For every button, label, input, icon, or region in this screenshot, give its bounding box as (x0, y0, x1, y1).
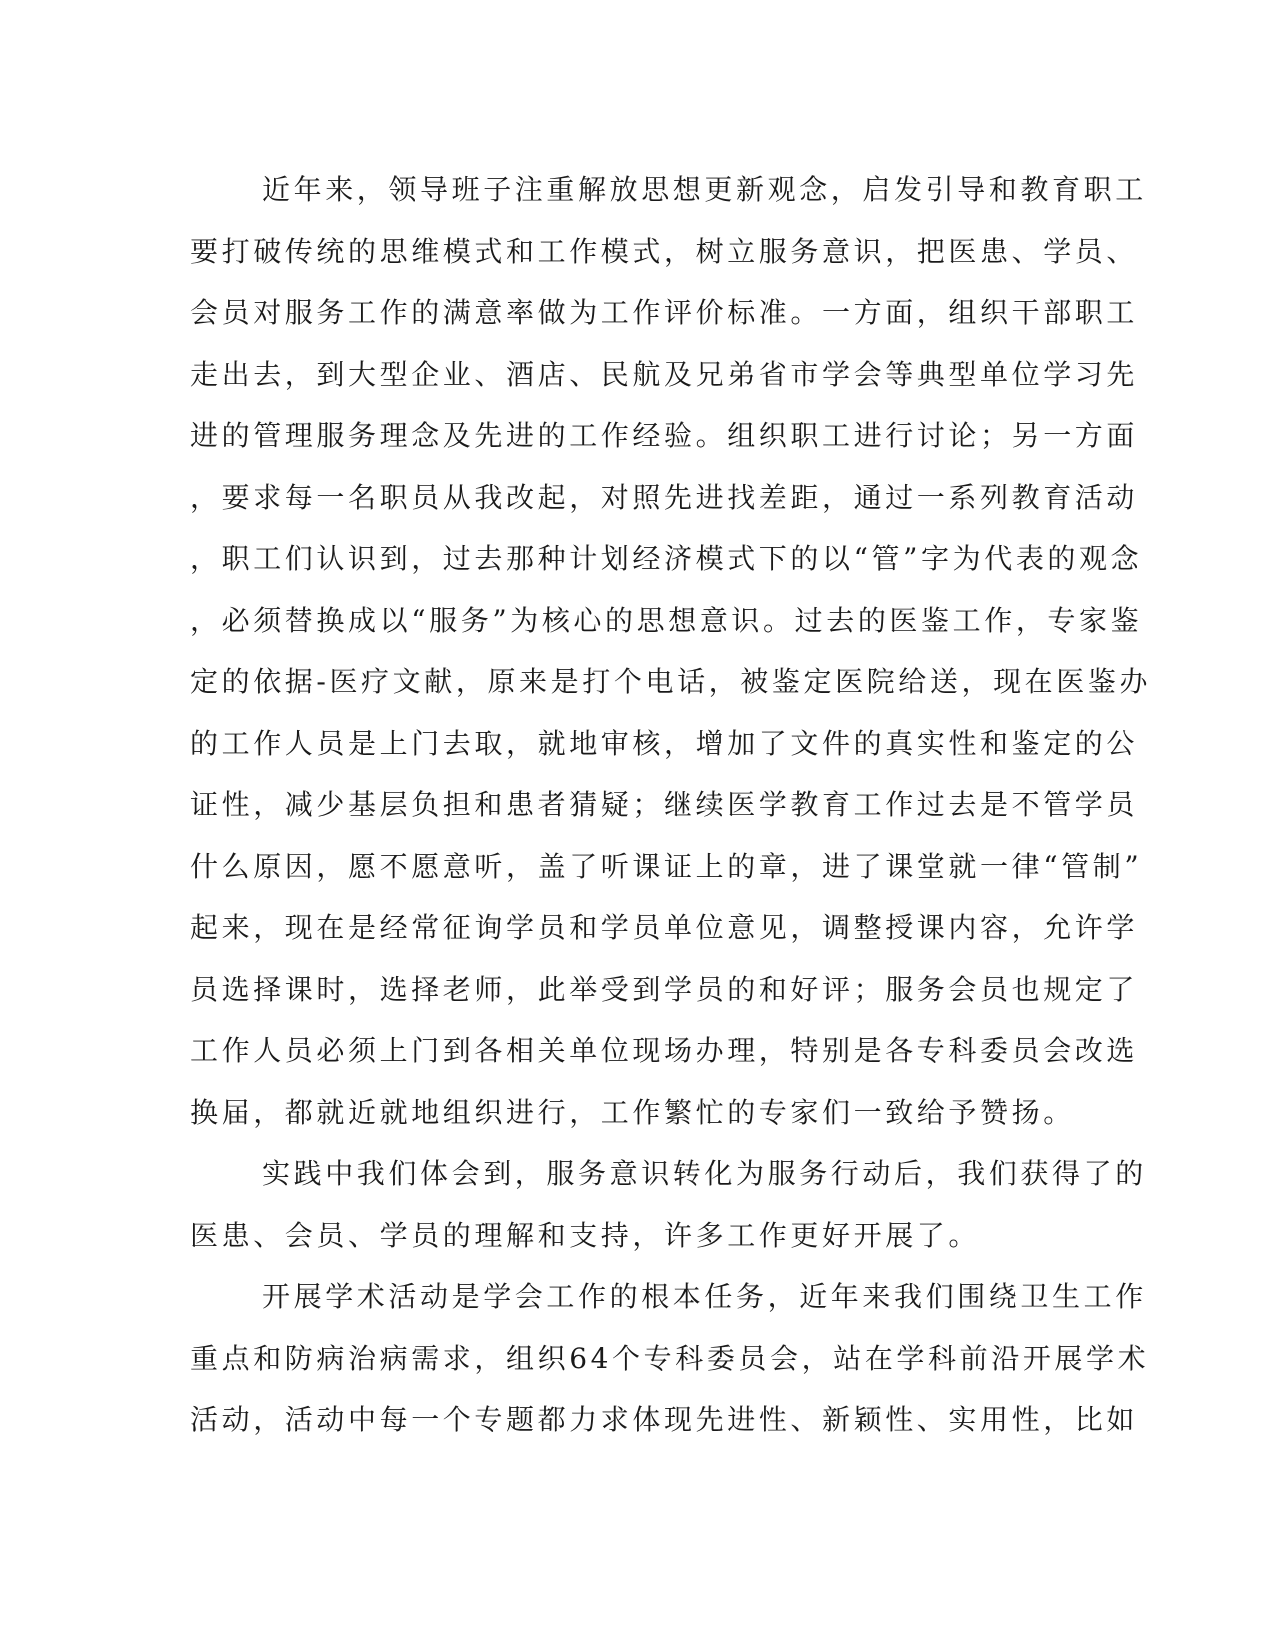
text-line: 起来，现在是经常征询学员和学员单位意见，调整授课内容，允许学 (190, 911, 1139, 944)
text-line: 换届，都就近就地组织进行，工作繁忙的专家们一致给予赞扬。 (190, 1095, 1075, 1129)
text-line: 定的依据-医疗文献，原来是打个电话，被鉴定医院给送，现在医鉴办 (190, 665, 1152, 698)
text-line: 开展学术活动是学会工作的根本任务，近年来我们围绕卫生工作 (262, 1280, 1147, 1313)
text-line: 医患、会员、学员的理解和支持，许多工作更好开展了。 (190, 1218, 981, 1252)
text-line: 活动，活动中每一个专题都力求体现先进性、新颖性、实用性，比如 (190, 1403, 1139, 1436)
text-line: 要打破传统的思维模式和工作模式，树立服务意识，把医患、学员、 (190, 234, 1139, 268)
text-line: 重点和防病治病需求，组织64个专科委员会，站在学科前沿开展学术 (190, 1341, 1150, 1375)
text-line: ，必须替换成以“服务”为核心的思想意识。过去的医鉴工作，专家鉴 (190, 603, 1143, 637)
text-line: ，要求每一名职员从我改起，对照先进找差距，通过一系列教育活动 (190, 480, 1139, 514)
text-line: 证性，减少基层负担和患者猜疑；继续医学教育工作过去是不管学员 (190, 788, 1139, 821)
text-line: 什么原因，愿不愿意听，盖了听课证上的章，进了课堂就一律“管制” (190, 849, 1143, 883)
text-line: 进的管理服务理念及先进的工作经验。组织职工进行讨论；另一方面 (190, 419, 1139, 452)
text-line: 员选择课时，选择老师，此举受到学员的和好评；服务会员也规定了 (190, 972, 1139, 1006)
text-line: 近年来，领导班子注重解放思想更新观念，启发引导和教育职工 (262, 173, 1147, 206)
text-line: ，职工们认识到，过去那种计划经济模式下的以“管”字为代表的观念 (190, 542, 1143, 575)
text-line: 会员对服务工作的满意率做为工作评价标准。一方面，组织干部职工 (190, 296, 1139, 329)
text-line: 工作人员必须上门到各相关单位现场办理，特别是各专科委员会改选 (190, 1034, 1139, 1067)
text-line: 的工作人员是上门去取，就地审核，增加了文件的真实性和鉴定的公 (190, 726, 1139, 760)
document-body (190, 166, 1152, 1458)
text-line: 走出去，到大型企业、酒店、民航及兄弟省市学会等典型单位学习先 (190, 357, 1139, 391)
text-line: 实践中我们体会到，服务意识转化为服务行动后，我们获得了的 (262, 1157, 1147, 1190)
